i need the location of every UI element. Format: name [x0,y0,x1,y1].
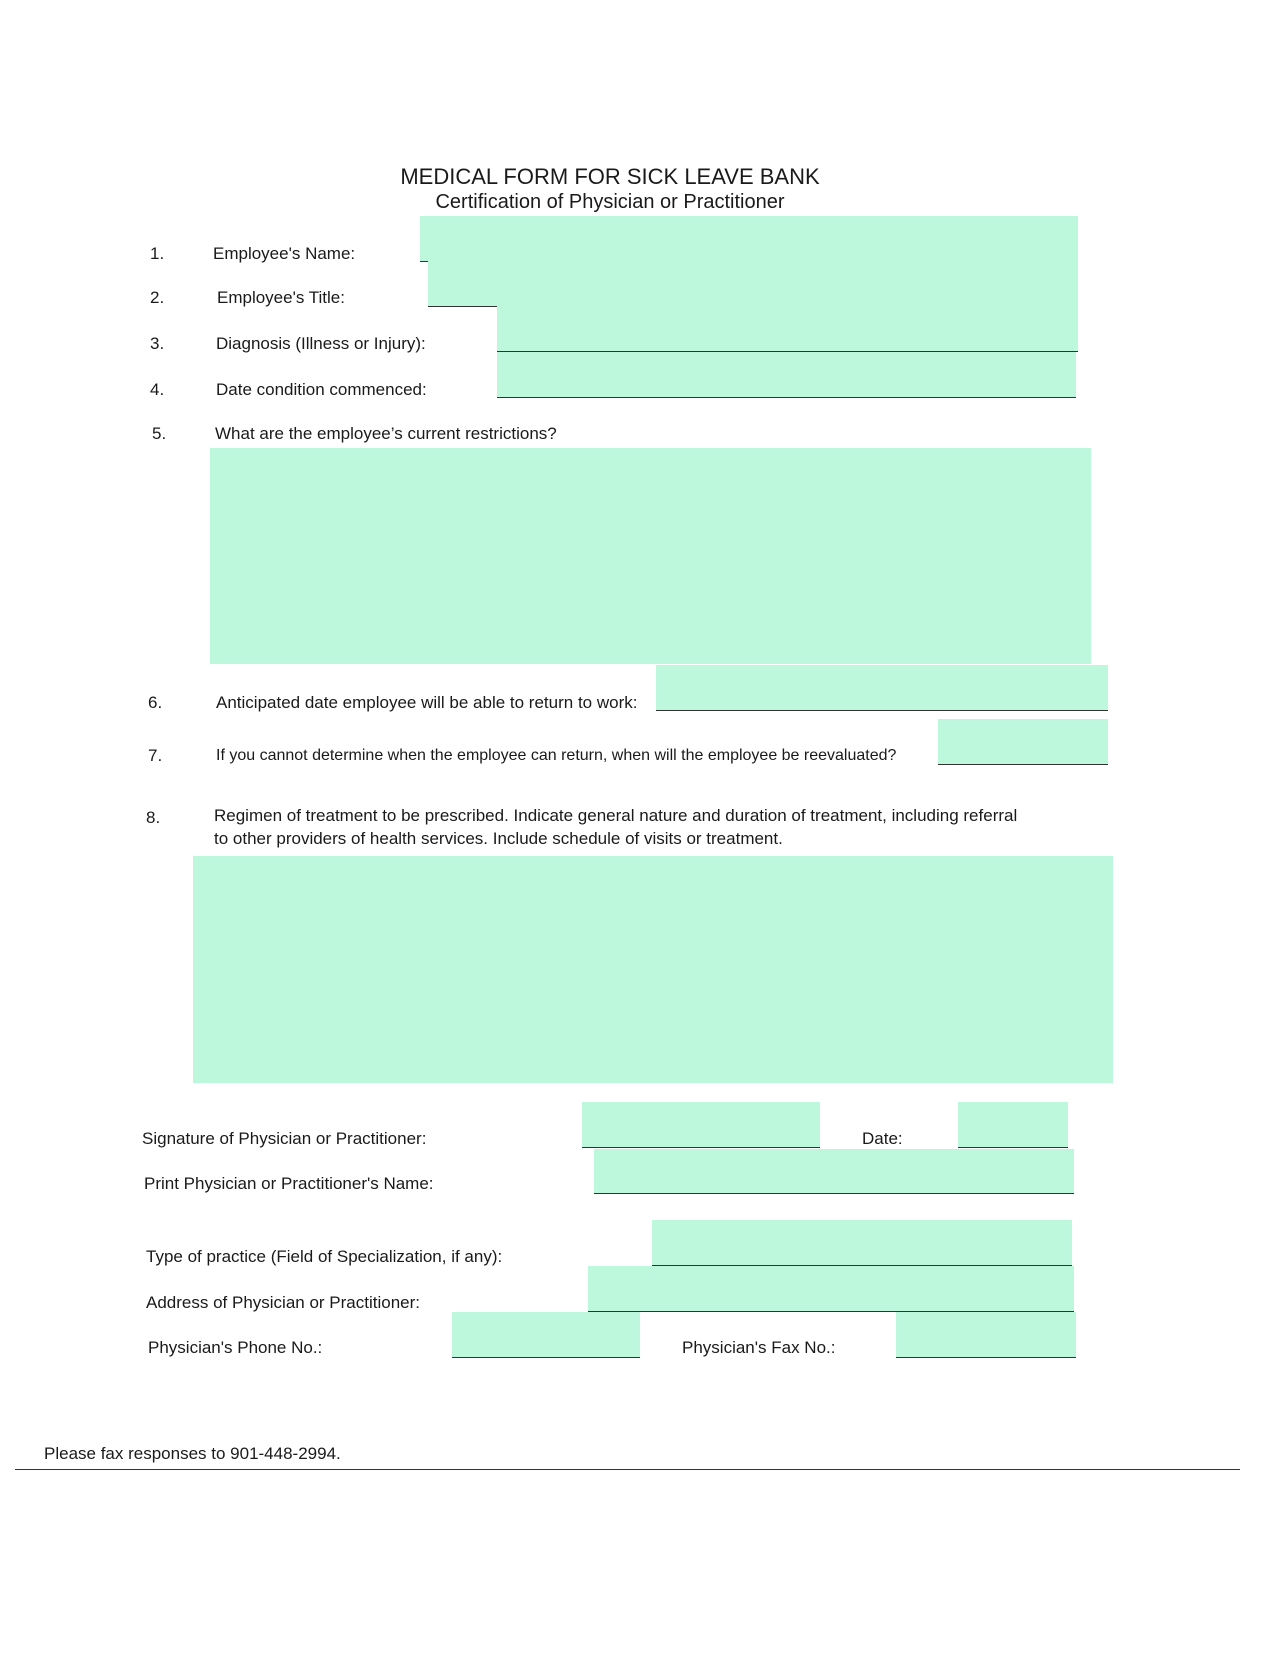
print-name-field[interactable] [594,1149,1074,1194]
return-date-field[interactable] [656,665,1108,711]
fax-label: Physician's Fax No.: [682,1338,836,1357]
date-commenced-field[interactable] [497,352,1076,398]
treatment-label-line2: to other providers of health services. Include schedule of visits or treatment. [214,829,783,848]
phone-field[interactable] [452,1312,640,1358]
item-5-number: 5. [152,424,167,443]
item-1-number: 1. [150,244,165,263]
diagnosis-field[interactable] [497,306,1078,352]
employee-name-field[interactable] [420,216,1078,262]
signature-date-field[interactable] [958,1102,1068,1148]
footer-divider [15,1469,1240,1470]
employee-name-label: Employee's Name: [213,244,356,263]
page-title: MEDICAL FORM FOR SICK LEAVE BANK [400,164,820,189]
address-label: Address of Physician or Practitioner: [146,1293,421,1312]
print-name-label: Print Physician or Practitioner's Name: [144,1174,434,1193]
item-6-number: 6. [148,693,163,712]
item-2-number: 2. [150,288,165,307]
practice-type-field[interactable] [652,1220,1072,1266]
restrictions-textarea[interactable] [210,448,1091,664]
employee-title-field[interactable] [428,261,1078,307]
fax-field[interactable] [896,1312,1076,1358]
fax-note: Please fax responses to 901-448-2994. [44,1444,341,1463]
signature-field[interactable] [582,1102,820,1148]
phone-label: Physician's Phone No.: [148,1338,323,1357]
employee-title-label: Employee's Title: [217,288,345,307]
signature-label: Signature of Physician or Practitioner: [142,1129,427,1148]
reevaluation-label: If you cannot determine when the employee can return, when will the employee be reevaluated? [216,747,897,764]
item-8-number: 8. [146,808,161,827]
item-7-number: 7. [148,746,163,765]
practice-type-label: Type of practice (Field of Specialization, if any): [146,1247,503,1266]
date-commenced-label: Date condition commenced: [216,380,427,399]
reevaluation-field[interactable] [938,719,1108,765]
item-3-number: 3. [150,334,165,353]
date-label: Date: [862,1129,903,1148]
return-date-label: Anticipated date employee will be able to return to work: [216,693,638,712]
page-subtitle: Certification of Physician or Practitioner [435,191,785,213]
item-4-number: 4. [150,380,165,399]
treatment-label-line1: Regimen of treatment to be prescribed. Indicate general nature and duration of treatment, including referral [214,806,1018,825]
restrictions-label: What are the employee’s current restrictions? [215,424,557,443]
treatment-textarea[interactable] [193,856,1113,1083]
diagnosis-label: Diagnosis (Illness or Injury): [216,334,426,353]
address-field[interactable] [588,1266,1074,1312]
